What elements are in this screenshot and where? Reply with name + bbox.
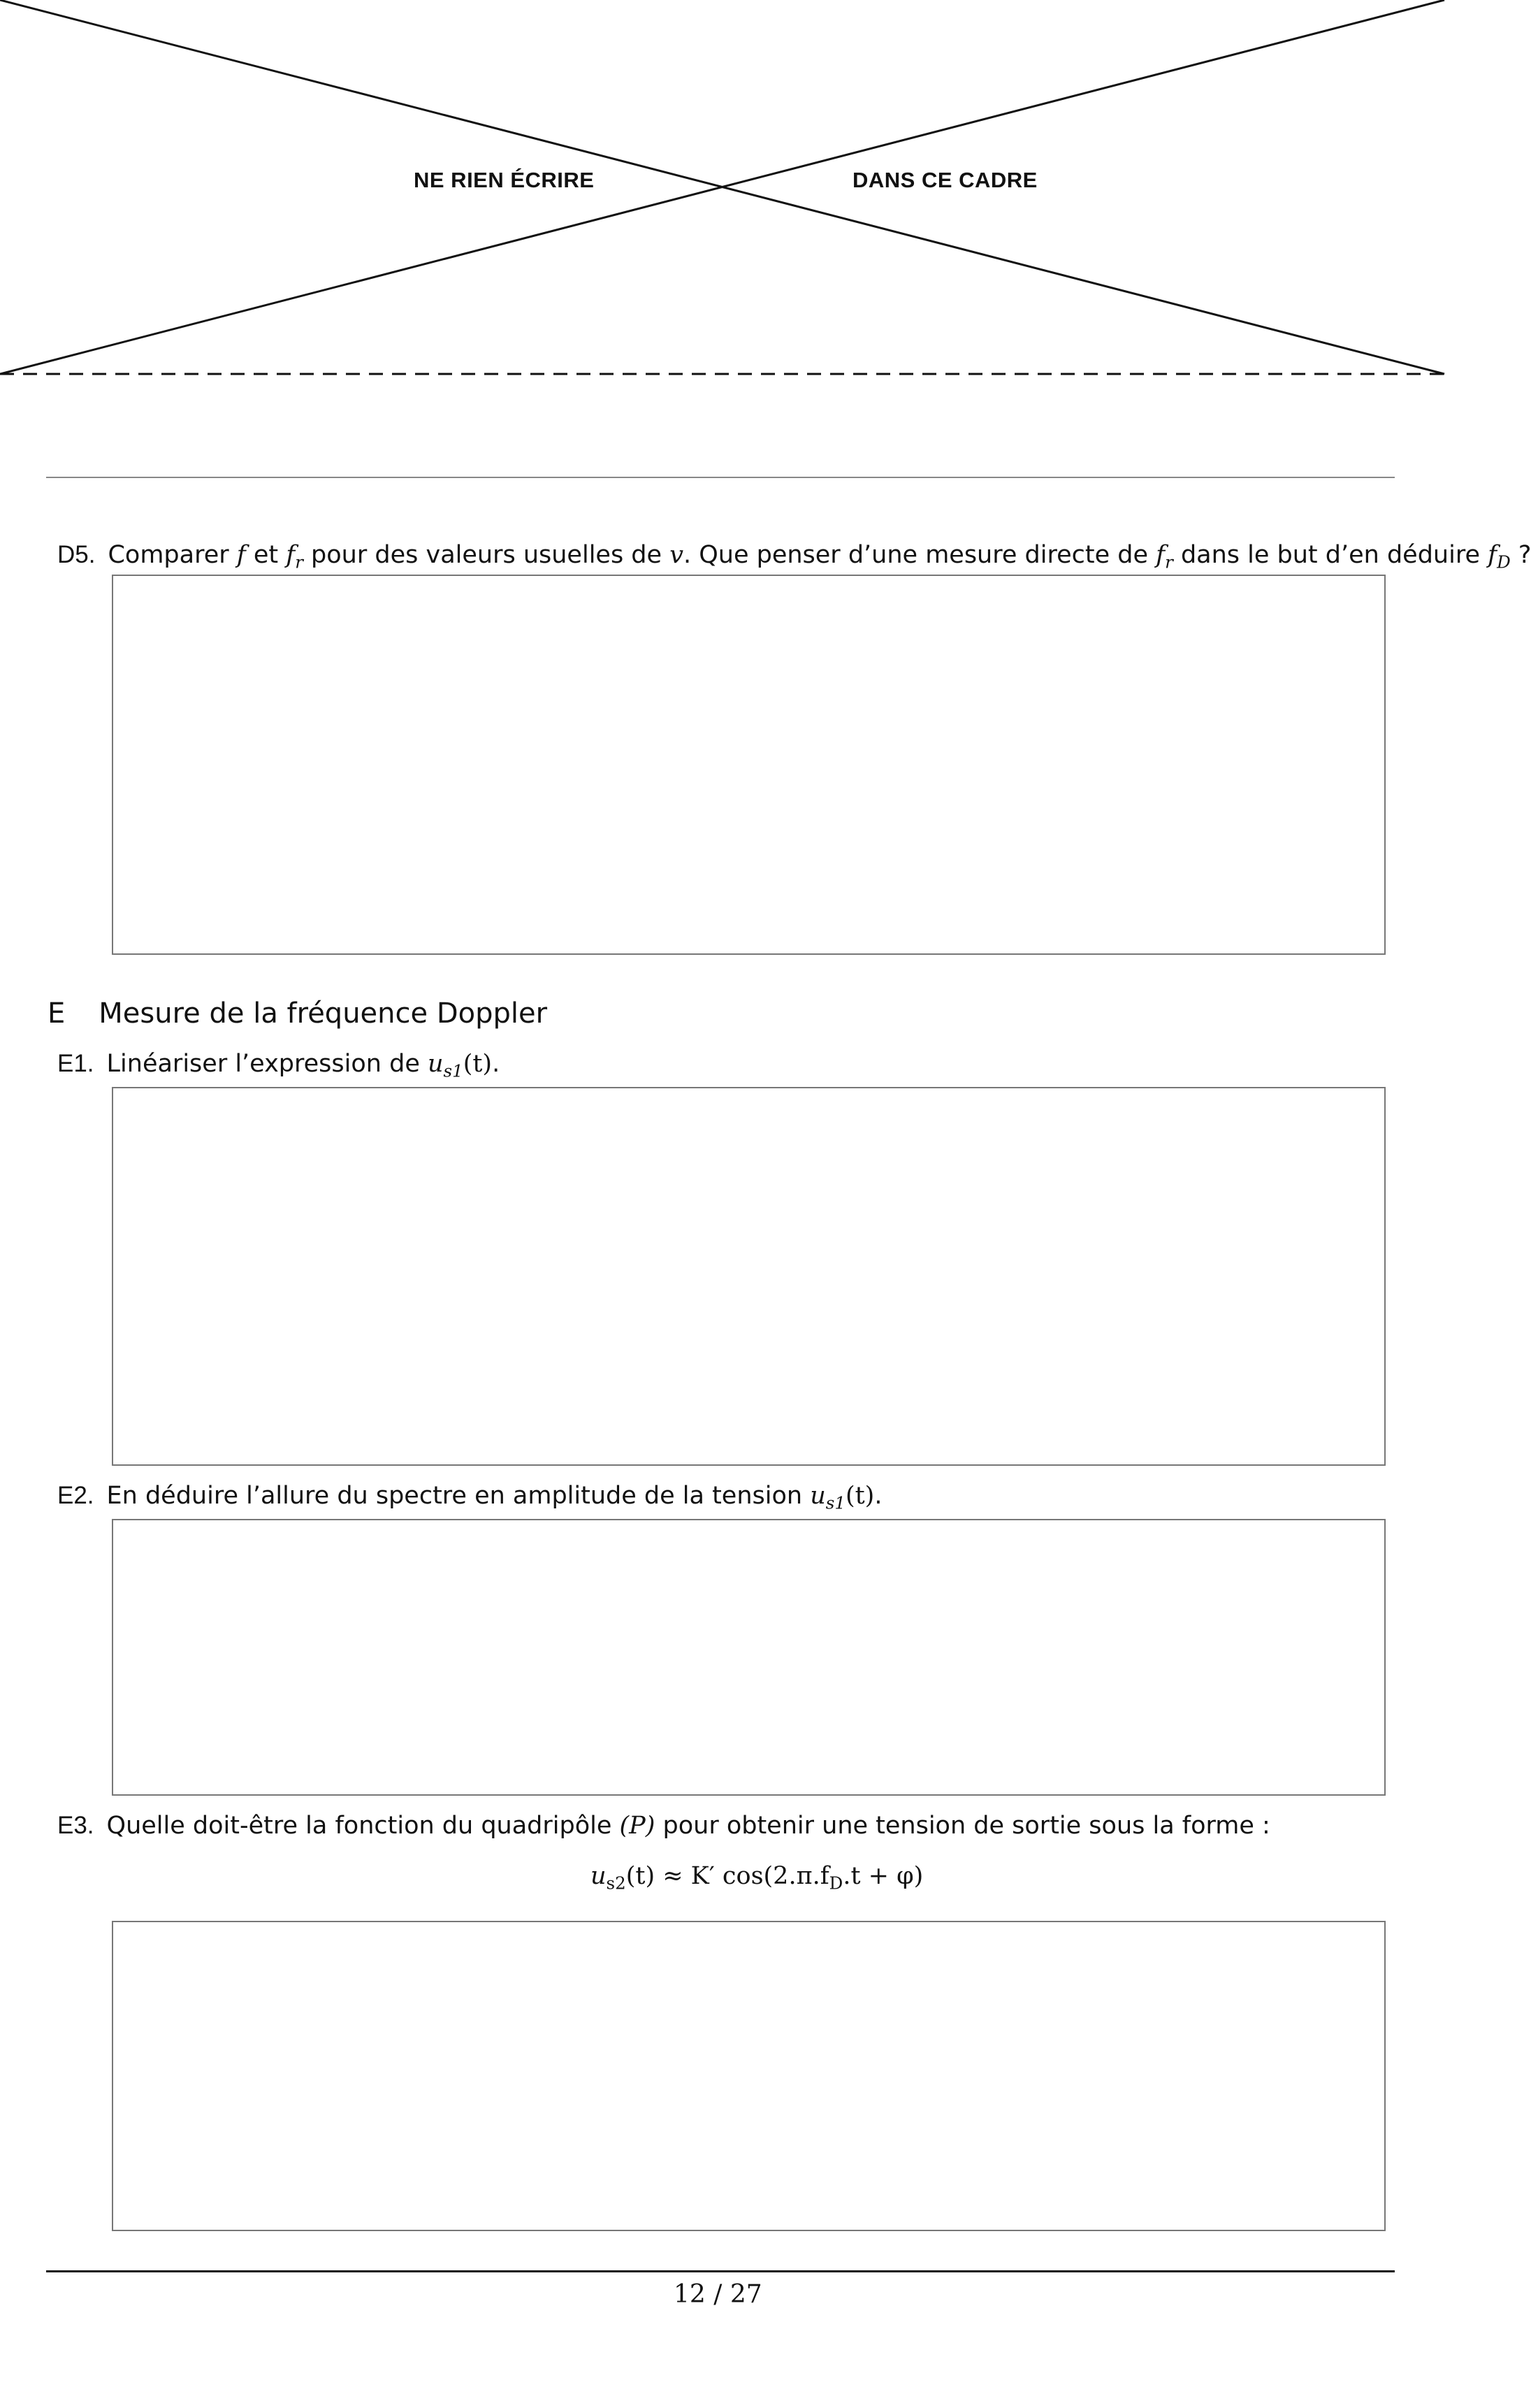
section-letter: E bbox=[48, 997, 66, 1030]
answer-box-e3[interactable] bbox=[112, 1921, 1386, 2231]
section-title-e bbox=[48, 997, 547, 1030]
no-write-label-right: DANS CE CADRE bbox=[852, 168, 1038, 192]
question-e3: E3. Quelle doit-être la fonction du quadripôle (P) pour obtenir une tension de sortie sous la forme : bbox=[57, 1812, 1270, 1840]
equation-e3: $u_{s2}(t) \approx K'$ $\cos(2.\pi.f_D.t + \varphi)$ bbox=[590, 1862, 924, 1894]
top-rule bbox=[46, 477, 1395, 478]
no-write-label-left: NE RIEN ÉCRIRE bbox=[414, 168, 595, 192]
question-d5: D5. Comparer f et $f_r$ pour des valeurs usuelles de v. Que penser d’une mesure directe de $f_r$ dans le but d’en déduire $f_D$ ? bbox=[57, 541, 1531, 572]
answer-box-d5[interactable] bbox=[112, 575, 1386, 955]
question-number: E3. bbox=[57, 1812, 94, 1839]
no-write-frame bbox=[0, 0, 1444, 377]
question-number: D5. bbox=[57, 541, 96, 568]
footer-rule bbox=[46, 2270, 1395, 2272]
question-number: E2. bbox=[57, 1482, 94, 1509]
answer-box-e1[interactable] bbox=[112, 1087, 1386, 1466]
section-heading: Mesure de la fréquence Doppler bbox=[99, 997, 548, 1030]
answer-box-e2[interactable] bbox=[112, 1519, 1386, 1796]
question-e2: E2. En déduire l’allure du spectre en amplitude de la tension $u_{s1}(t)$. bbox=[57, 1482, 883, 1513]
page-number: 12 / 27 bbox=[674, 2280, 762, 2309]
question-e1: E1. Linéariser l’expression de $u_{s1}(t)$. bbox=[57, 1050, 500, 1081]
question-number: E1. bbox=[57, 1050, 94, 1077]
